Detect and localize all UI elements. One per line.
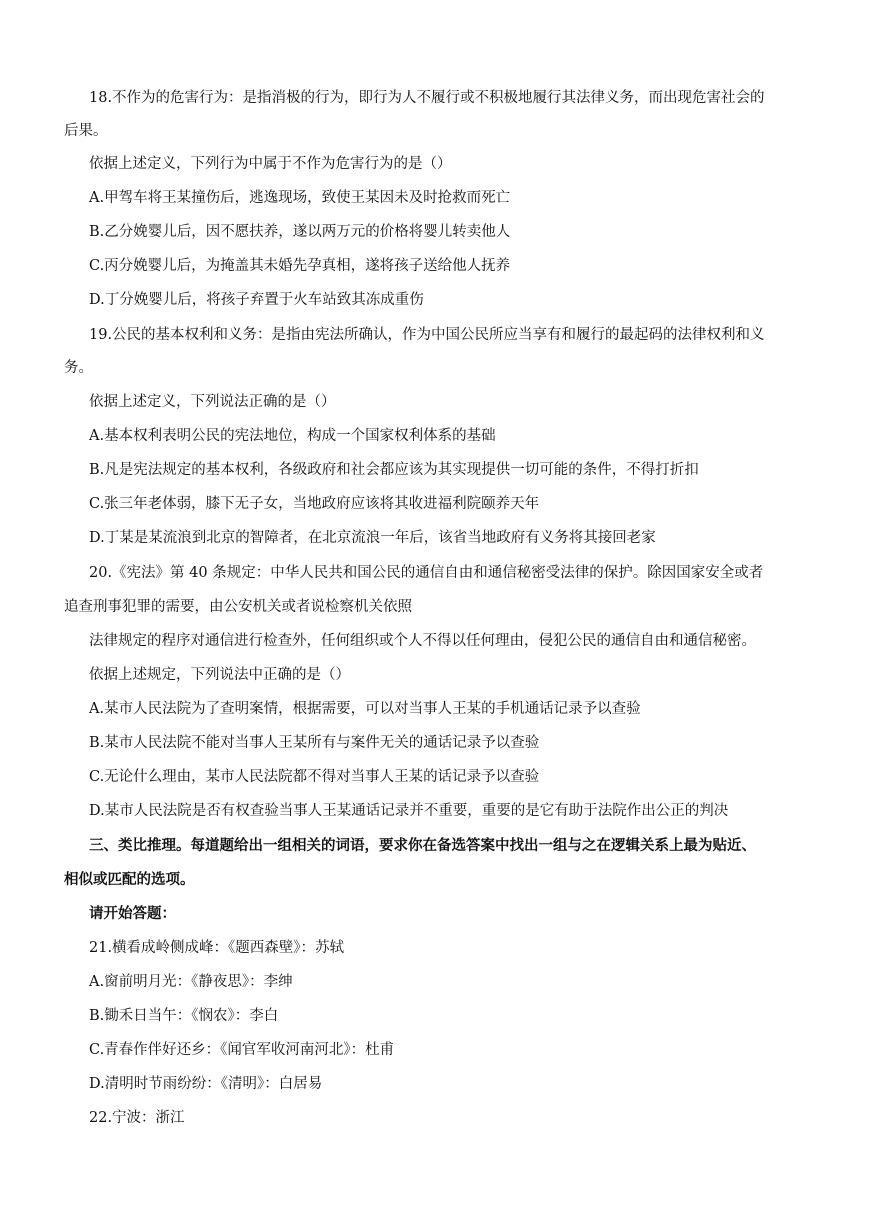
q22-stem: 22.宁波：浙江 (89, 1110, 185, 1126)
q18-option-b: B.乙分娩婴儿后，因不愿扶养，遂以两万元的价格将婴儿转卖他人 (89, 224, 511, 240)
q20-option-b: B.某市人民法院不能对当事人王某所有与案件无关的通话记录予以查验 (89, 735, 540, 751)
q18-option-a: A.甲驾车将王某撞伤后，逃逸现场，致使王某因未及时抢救而死亡 (89, 190, 511, 206)
q21-option-a: A.窗前明月光：《静夜思》：李绅 (89, 974, 293, 990)
q20-stem-line2: 追查刑事犯罪的需要，由公安机关或者说检察机关依照 (64, 599, 412, 615)
q19-stem-line2: 务。 (64, 360, 93, 376)
q19-option-d: D.丁某是某流浪到北京的智障者，在北京流浪一年后，该省当地政府有义务将其接回老家 (89, 530, 656, 546)
q20-stem-line1: 20.《宪法》第 40 条规定：中华人民共和国公民的通信自由和通信秘密受法律的保护。除因国家安全或者 (89, 565, 764, 581)
section3-start: 请开始答题： (89, 905, 176, 922)
q18-prompt: 依据上述定义，下列行为中属于不作为危害行为的是（） (89, 156, 452, 172)
q19-prompt: 依据上述定义，下列说法正确的是（） (89, 394, 336, 410)
q19-stem-line1: 19.公民的基本权利和义务：是指由宪法所确认，作为中国公民所应当享有和履行的最起码的法律权利和义 (89, 327, 765, 343)
q18-option-d: D.丁分娩婴儿后，将孩子弃置于火车站致其冻成重伤 (89, 292, 424, 308)
section3-heading-line2: 相似或匹配的选项。 (64, 871, 195, 888)
q19-option-a: A.基本权利表明公民的宪法地位，构成一个国家权利体系的基础 (89, 428, 496, 444)
q21-stem: 21.横看成岭侧成峰：《题西森壁》：苏轼 (89, 940, 345, 956)
q21-option-c: C.青春作伴好还乡：《闻官军收河南河北》：杜甫 (89, 1042, 395, 1058)
q18-stem-line1: 18.不作为的危害行为：是指消极的行为，即行为人不履行或不积极地履行其法律义务，而出现危害社会的 (89, 90, 765, 106)
q19-option-b: B.凡是宪法规定的基本权利，各级政府和社会都应该为其实现提供一切可能的条件，不得打折扣 (89, 462, 699, 478)
q20-option-d: D.某市人民法院是否有权查验当事人王某通话记录并不重要，重要的是它有助于法院作出公正的判决 (89, 803, 729, 819)
section3-heading-line1: 三、类比推理。每道题给出一组相关的词语，要求你在备选答案中找出一组与之在逻辑关系上最为贴近、 (89, 837, 756, 854)
q18-stem-line2: 后果。 (64, 123, 108, 139)
q21-option-b: B.锄禾日当午：《悯农》：李白 (89, 1008, 279, 1024)
q19-option-c: C.张三年老体弱，膝下无子女，当地政府应该将其收进福利院颐养天年 (89, 496, 540, 512)
q21-option-d: D.清明时节雨纷纷：《清明》：白居易 (89, 1076, 323, 1092)
q20-prompt: 依据上述规定，下列说法中正确的是（） (89, 667, 350, 683)
q20-stem-line3: 法律规定的程序对通信进行检查外，任何组织或个人不得以任何理由，侵犯公民的通信自由和通信秘密。 (89, 633, 756, 649)
q20-option-c: C.无论什么理由，某市人民法院都不得对当事人王某的话记录予以查验 (89, 769, 540, 785)
q18-option-c: C.丙分娩婴儿后，为掩盖其未婚先孕真相，遂将孩子送给他人抚养 (89, 258, 511, 274)
q20-option-a: A.某市人民法院为了查明案情，根据需要，可以对当事人王某的手机通话记录予以查验 (89, 701, 641, 717)
